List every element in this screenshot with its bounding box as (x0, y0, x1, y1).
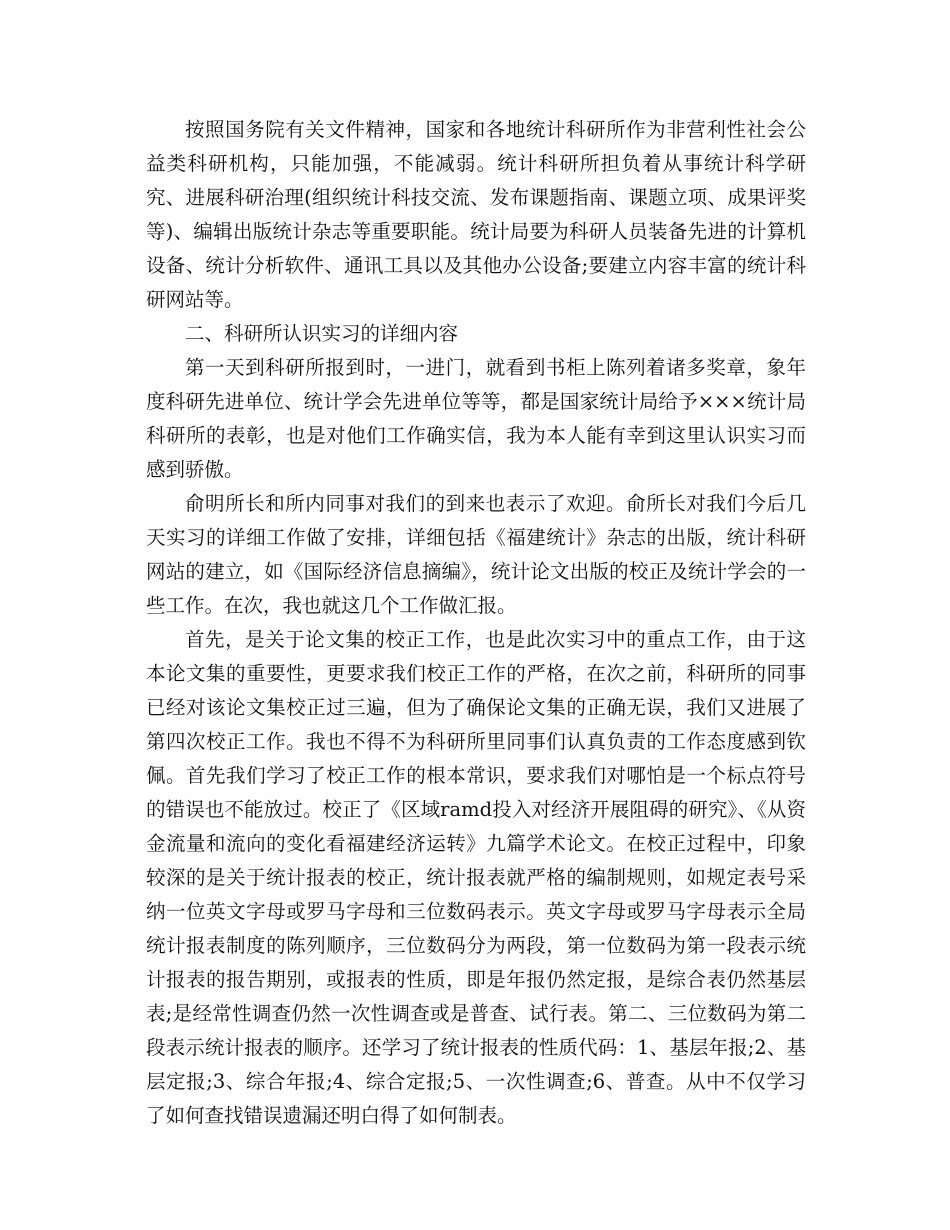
paragraph-director-welcome: 俞明所长和所内同事对我们的到来也表示了欢迎。俞所长对我们今后几天实习的详细工作做了安排，详细包括《福建统计》杂志的出版，统计科研网站的建立，如《国际经济信息摘编》，统计论文出版的校正及统计学会的一些工作。在次，我也就这几个工作做汇报。 (146, 492, 806, 617)
document-body (146, 113, 806, 1133)
paragraph-first-day: 第一天到科研所报到时，一进门，就看到书柜上陈列着诸多奖章，象年度科研先进单位、统计学会先进单位等等，都是国家统计局给予×××统计局科研所的表彰，也是对他们工作确实信，我为本人能有幸到这里认识实习而感到骄傲。 (146, 356, 806, 481)
paragraph-proofreading-work: 首先，是关于论文集的校正工作，也是此次实习中的重点工作，由于这本论文集的重要性，更要求我们校正工作的严格，在次之前，科研所的同事已经对该论文集校正过三遍，但为了确保论文集的正确无误，我们又进展了第四次校正工作。我也不得不为科研所里同事们认真负责的工作态度感到钦佩。首先我们学习了校正工作的根本常识，要求我们对哪怕是一个标点符号的错误也不能放过。校正了《区域ramd投入对经济开展阻碍的研究》、《从资金流量和流向的变化看福建经济运转》九篇学术论文。在校正过程中，印象较深的是关于统计报表的校正，统计报表就严格的编制规则，如规定表号采纳一位英文字母或罗马字母和三位数码表示。英文字母或罗马字母表示全局统计报表制度的陈列顺序，三位数码分为两段，第一位数码为第一段表示统计报表的报告期别，或报表的性质，即是年报仍然定报，是综合表仍然基层表;是经常性调查仍然一次性调查或是普查、试行表。第二、三位数码为第二段表示统计报表的顺序。还学习了统计报表的性质代码：1、基层年报;2、基层定报;3、综合年报;4、综合定报;5、一次性调查;6、普查。从中不仅学习了如何查找错误遗漏还明白得了如何制表。 (146, 628, 806, 1127)
paragraph-institute-duties: 按照国务院有关文件精神，国家和各地统计科研所作为非营利性社会公益类科研机构，只能加强，不能减弱。统计科研所担负着从事统计科学研究、进展科研治理(组织统计科技交流、发布课题指南、课题立项、成果评奖等)、编辑出版统计杂志等重要职能。统计局要为科研人员装备先进的计算机设备、统计分析软件、通讯工具以及其他办公设备;要建立内容丰富的统计科研网站等。 (146, 118, 806, 311)
section-heading-internship-content: 二、科研所认识实习的详细内容 (185, 322, 459, 345)
